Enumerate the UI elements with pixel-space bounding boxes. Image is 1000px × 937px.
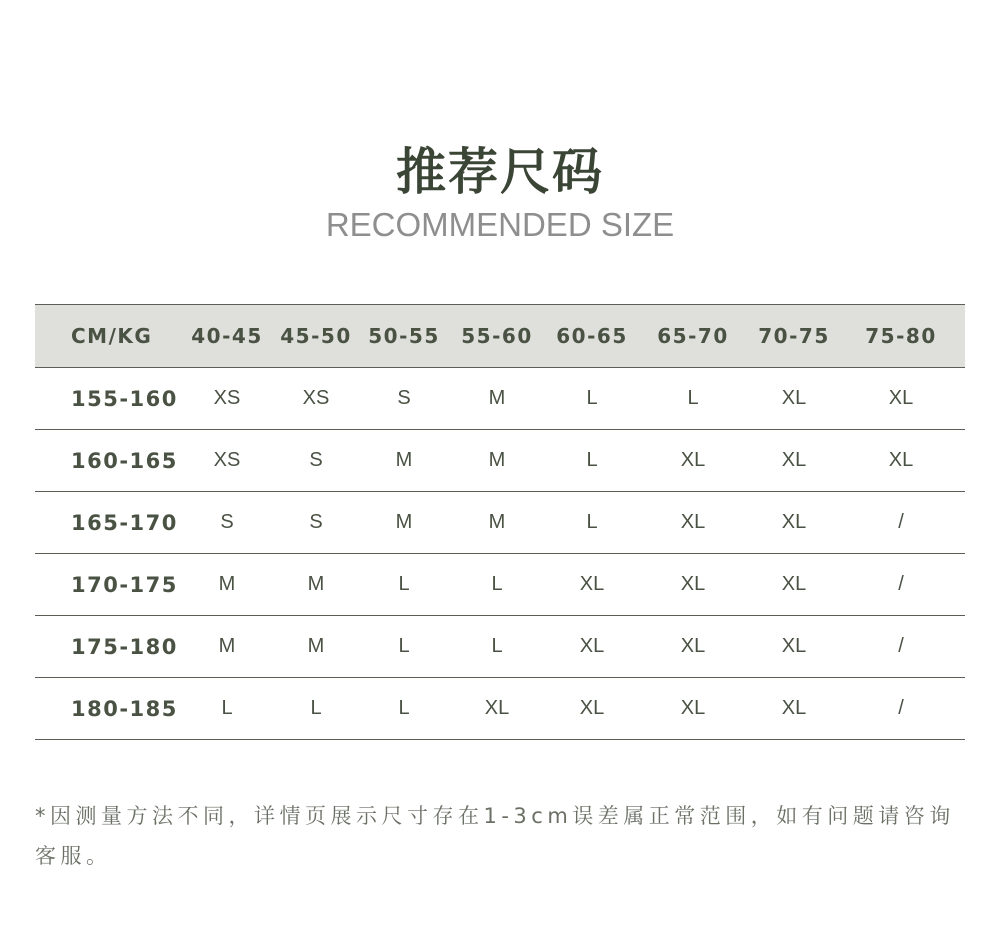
size-cell: S (309, 511, 323, 533)
size-cell: L (586, 511, 598, 533)
height-label: 180-185 (71, 696, 178, 721)
size-cell: XS (213, 387, 241, 409)
size-cell: XL (680, 697, 706, 719)
weight-header: 40-45 (191, 324, 263, 348)
size-cell: XL (781, 635, 807, 657)
size-cell: S (309, 449, 323, 471)
size-cell: M (218, 635, 236, 657)
table-header (35, 305, 965, 368)
size-cell: L (491, 573, 503, 595)
page-title: 推荐尺码 (396, 143, 604, 201)
weight-header: 60-65 (556, 324, 628, 348)
table-row (35, 678, 965, 740)
size-cell: S (397, 387, 411, 409)
size-cell: XL (680, 635, 706, 657)
height-label: 170-175 (71, 572, 178, 597)
size-cell: M (307, 635, 325, 657)
size-cell: XL (781, 573, 807, 595)
size-cell: L (398, 635, 410, 657)
size-cell: L (491, 635, 503, 657)
size-cell: L (398, 573, 410, 595)
table-row (35, 430, 965, 492)
size-cell: XL (680, 449, 706, 471)
size-cell: XL (579, 573, 605, 595)
table-row (35, 492, 965, 554)
size-cell: XL (680, 511, 706, 533)
weight-header: 45-50 (280, 324, 352, 348)
weight-header: 55-60 (461, 324, 533, 348)
weight-header: 50-55 (368, 324, 440, 348)
size-cell: XL (888, 387, 914, 409)
size-cell: XL (781, 511, 807, 533)
size-cell: XL (888, 449, 914, 471)
size-cell: / (898, 635, 904, 657)
height-label: 165-170 (71, 510, 178, 535)
size-cell: XL (579, 697, 605, 719)
measurement-note: *因测量方法不同，详情页展示尺寸存在1-3cm误差属正常范围，如有问题请咨询客服。 (35, 804, 955, 868)
size-cell: M (395, 511, 413, 533)
size-cell: L (398, 697, 410, 719)
size-chart-table (35, 304, 965, 740)
size-cell: S (220, 511, 234, 533)
weight-header: 65-70 (657, 324, 729, 348)
table-row (35, 616, 965, 678)
table-row (35, 554, 965, 616)
size-cell: XL (680, 573, 706, 595)
table-row (35, 368, 965, 430)
size-cell: / (898, 697, 904, 719)
corner-label: CM/KG (71, 324, 153, 348)
size-cell: / (898, 511, 904, 533)
size-cell: M (307, 573, 325, 595)
page-subtitle: RECOMMENDED SIZE (325, 206, 675, 243)
size-cell: L (221, 697, 233, 719)
size-cell: M (488, 449, 506, 471)
size-cell: L (586, 449, 598, 471)
size-cell: XS (302, 387, 330, 409)
size-cell: XL (579, 635, 605, 657)
size-cell: / (898, 573, 904, 595)
table-body (35, 368, 965, 740)
height-label: 160-165 (71, 448, 178, 473)
size-cell: L (310, 697, 322, 719)
size-cell: XL (781, 387, 807, 409)
size-cell: M (488, 387, 506, 409)
size-cell: XS (213, 449, 241, 471)
size-cell: XL (484, 697, 510, 719)
weight-header: 75-80 (865, 324, 937, 348)
size-cell: M (488, 511, 506, 533)
size-cell: XL (781, 449, 807, 471)
weight-header: 70-75 (758, 324, 830, 348)
size-cell: L (687, 387, 699, 409)
size-cell: M (395, 449, 413, 471)
height-label: 175-180 (71, 634, 178, 659)
size-cell: M (218, 573, 236, 595)
size-cell: XL (781, 697, 807, 719)
size-cell: L (586, 387, 598, 409)
header-row (35, 305, 965, 368)
height-label: 155-160 (71, 386, 178, 411)
